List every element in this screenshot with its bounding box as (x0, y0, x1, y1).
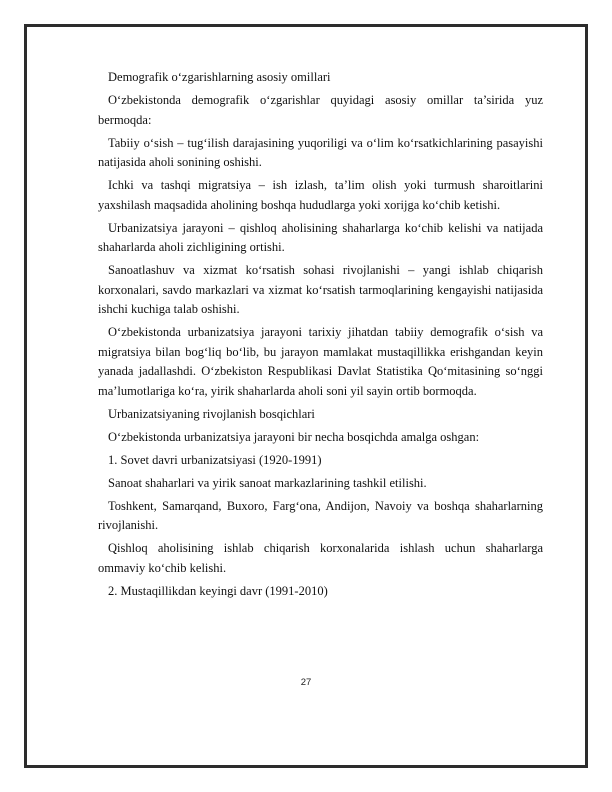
paragraph: Urbanizatsiya jarayoni – qishloq aholisining shaharlarga ko‘chib kelishi va natijada shaharlarda aholi zichligining ortishi. (98, 220, 543, 254)
paragraph: Qishloq aholisining ishlab chiqarish korxonalarida ishlash uchun shaharlarga ommaviy ko‘chib kelishi. (98, 541, 543, 575)
paragraph: Oʻzbekistonda demografik oʻzgarishlar quyidagi asosiy omillar ta’sirida yuz bermoqda: (98, 93, 543, 127)
section-heading-urbanization-stages: Urbanizatsiyaning rivojlanish bosqichlari (108, 406, 315, 421)
paragraph: Toshkent, Samarqand, Buxoro, Farg‘ona, Andijon, Navoiy va boshqa shaharlarning rivojlanishi. (98, 498, 543, 532)
paragraph: Tabiiy o‘sish – tug‘ilish darajasining yuqoriligi va o‘lim ko‘rsatkichlarining pasayishi natijasida aholi sonining oshishi. (98, 135, 543, 169)
page-body (98, 68, 543, 605)
paragraph: Sanoatlashuv va xizmat ko‘rsatish sohasi rivojlanishi – yangi ishlab chiqarish korxonalari, savdo markazlari va xizmat ko‘rsatish tarmoqlarining kengayishi natijasida ishchi kuchiga talab oshishi. (98, 263, 543, 316)
paragraph: Sanoat shaharlari va yirik sanoat markazlarining tashkil etilishi. (108, 475, 427, 490)
section-heading-demographic-factors: Demografik oʻzgarishlarning asosiy omillari (108, 70, 331, 84)
paragraph: Oʻzbekistonda urbanizatsiya jarayoni bir necha bosqichda amalga oshgan: (108, 429, 480, 444)
list-item-soviet-period: 1. Sovet davri urbanizatsiyasi (1920-1991) (108, 452, 322, 467)
list-item-independence-period: 2. Mustaqillikdan keyingi davr (1991-2010) (108, 583, 328, 598)
paragraph: Oʻzbekistonda urbanizatsiya jarayoni tarixiy jihatdan tabiiy demografik o‘sish va migratsiya bilan bog‘liq bo‘lib, bu jarayon mamlakat mustaqillikka erishgandan keyin yanada jadallashdi. Oʻzbekiston Respublikasi Davlat Statistika Qo‘mitasining soʻnggi ma’lumotlariga ko‘ra, yirik shaharlarda aholi soni yil sayin ortib bormoqda. (98, 325, 543, 398)
page-number: 27 (300, 677, 312, 688)
paragraph: Ichki va tashqi migratsiya – ish izlash, ta’lim olish yoki turmush sharoitlarini yaxshilash maqsadida aholining boshqa hududlarga yoki xorijga ko‘chib ketishi. (98, 178, 543, 212)
